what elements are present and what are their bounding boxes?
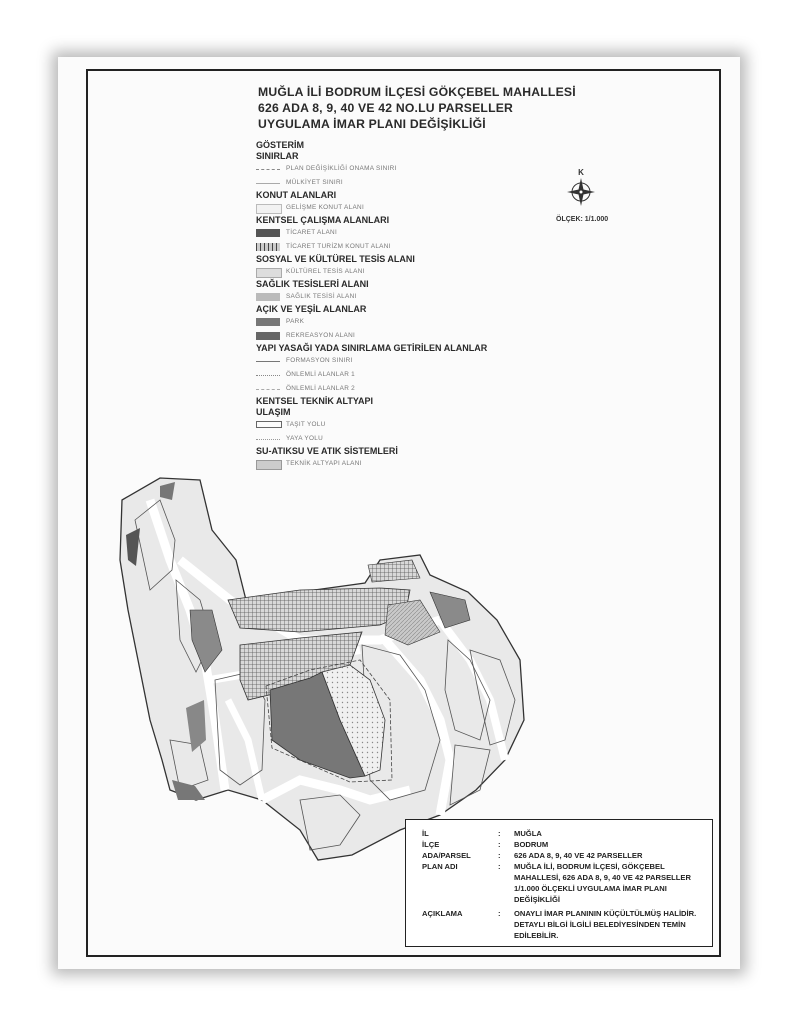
- legend-item: GELİŞME KONUT ALANI: [256, 201, 556, 215]
- info-label: İLÇE: [422, 840, 440, 849]
- title-line-3: UYGULAMA İMAR PLANI DEĞİŞİKLİĞİ: [258, 117, 486, 131]
- legend-swatch: [256, 243, 280, 251]
- legend-swatch: [256, 332, 280, 340]
- legend-item: ÖNLEMLİ ALANLAR 2: [256, 382, 556, 396]
- legend-swatch: [256, 229, 280, 237]
- legend-item: TEKNİK ALTYAPI ALANI: [256, 457, 556, 471]
- info-value: MUĞLA: [514, 829, 542, 838]
- legend-section-title: KENTSEL ÇALIŞMA ALANLARI: [256, 215, 390, 225]
- legend-section-title: YAPI YASAĞI YADA SINIRLAMA GETİRİLEN ALANLAR: [256, 343, 488, 353]
- compass-icon: [566, 177, 596, 207]
- legend: [256, 140, 556, 471]
- legend-item: KÜLTÜREL TESİS ALANI: [256, 265, 556, 279]
- legend-section-title: KENTSEL TEKNİK ALTYAPI: [256, 396, 374, 406]
- legend-swatch: [256, 268, 282, 278]
- legend-section-title: AÇIK VE YEŞİL ALANLAR: [256, 304, 367, 314]
- legend-swatch: [256, 439, 280, 440]
- legend-item: TİCARET ALANI: [256, 226, 556, 240]
- legend-item: FORMASYON SINIRI: [256, 354, 556, 368]
- info-sep: :: [498, 851, 501, 860]
- info-sep: :: [498, 829, 501, 838]
- legend-item: TİCARET TURİZM KONUT ALANI: [256, 240, 556, 254]
- legend-section-title: SAĞLIK TESİSLERİ ALANI: [256, 279, 369, 289]
- legend-swatch: [256, 293, 280, 301]
- legend-heading: GÖSTERİM: [256, 140, 305, 150]
- legend-item: YAYA YOLU: [256, 432, 556, 446]
- north-letter: K: [578, 168, 584, 177]
- legend-item: PLAN DEĞİŞİKLİĞİ ONAMA SINIRI: [256, 162, 556, 176]
- info-sep: :: [498, 909, 501, 918]
- info-label: İL: [422, 829, 429, 838]
- legend-item: ÖNLEMLİ ALANLAR 1: [256, 368, 556, 382]
- info-label: PLAN ADI: [422, 862, 458, 871]
- legend-swatch: [256, 183, 280, 184]
- legend-swatch: [256, 460, 282, 470]
- legend-section-title: SOSYAL VE KÜLTÜREL TESİS ALANI: [256, 254, 415, 264]
- info-value: 626 ADA 8, 9, 40 VE 42 PARSELLER: [514, 851, 643, 860]
- title-line-2: 626 ADA 8, 9, 40 VE 42 NO.LU PARSELLER: [258, 101, 514, 115]
- legend-item: REKREASYON ALANI: [256, 329, 556, 343]
- scale-label: ÖLÇEK: 1/1.000: [556, 216, 609, 223]
- info-sep: :: [498, 862, 501, 871]
- info-value: ONAYLI İMAR PLANININ KÜÇÜLTÜLMÜŞ HALİDİR. DETAYLI BİLGİ İLGİLİ BELEDİYESİNDEN TEMİN EDİLEBİLİR.: [514, 909, 697, 940]
- legend-item: SAĞLIK TESİSİ ALANI: [256, 290, 556, 304]
- legend-section-title: ULAŞIM: [256, 407, 291, 417]
- legend-swatch: [256, 389, 280, 390]
- info-label: AÇIKLAMA: [422, 909, 463, 918]
- legend-section-title: KONUT ALANLARI: [256, 190, 337, 200]
- info-value: MUĞLA İLİ, BODRUM İLÇESİ, GÖKÇEBEL MAHALLESİ, 626 ADA 8, 9, 40 VE 42 PARSELLER 1/1.000 ÖLÇEKLİ UYGULAMA İMAR PLANI DEĞİŞİKLİĞİ: [514, 862, 691, 904]
- info-box: [405, 819, 713, 947]
- plan-title: [258, 84, 576, 132]
- info-value: BODRUM: [514, 840, 549, 849]
- legend-item: TAŞIT YOLU: [256, 418, 556, 432]
- legend-swatch: [256, 375, 280, 376]
- info-label: ADA/PARSEL: [422, 851, 471, 860]
- legend-swatch: [256, 204, 282, 214]
- title-line-1: MUĞLA İLİ BODRUM İLÇESİ GÖKÇEBEL MAHALLESİ: [258, 85, 576, 99]
- legend-section-title: SINIRLAR: [256, 151, 299, 161]
- legend-swatch: [256, 361, 280, 362]
- legend-section-title: SU-ATIKSU VE ATIK SİSTEMLERİ: [256, 446, 398, 456]
- legend-item: MÜLKİYET SINIRI: [256, 176, 556, 190]
- legend-swatch: [256, 169, 280, 170]
- legend-item: PARK: [256, 315, 556, 329]
- legend-swatch: [256, 318, 280, 326]
- north-arrow-block: [556, 168, 609, 223]
- info-sep: :: [498, 840, 501, 849]
- legend-swatch: [256, 421, 282, 428]
